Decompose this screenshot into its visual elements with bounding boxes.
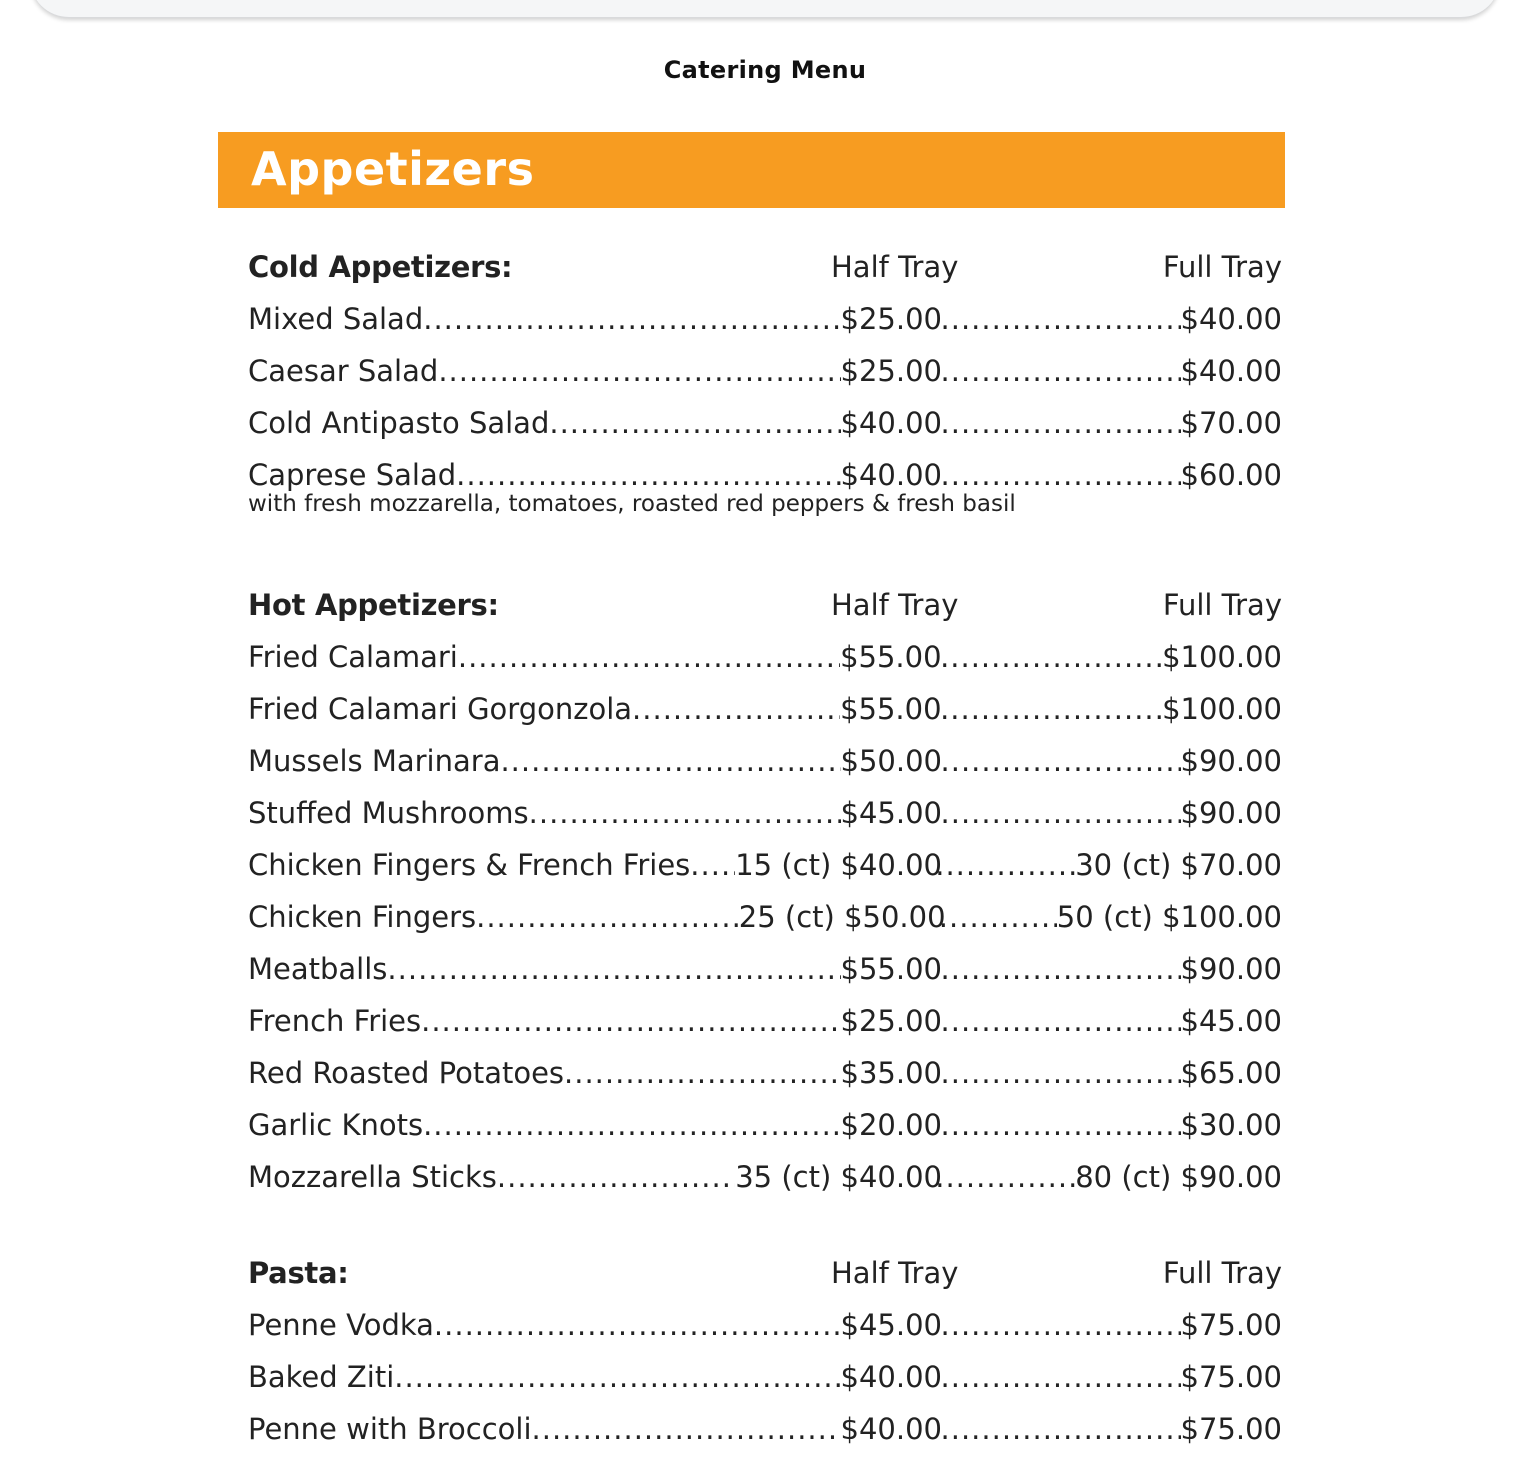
dot-leader bbox=[387, 947, 840, 991]
full-tray-price: $30.00 bbox=[1180, 1108, 1282, 1142]
menu-item bbox=[248, 947, 1282, 999]
banner-title: Appetizers bbox=[251, 142, 535, 196]
dot-leader bbox=[423, 1103, 840, 1147]
item-name: Stuffed Mushrooms bbox=[248, 796, 529, 830]
dot-leader bbox=[564, 1051, 840, 1095]
menu-item bbox=[248, 297, 1282, 349]
menu-item bbox=[248, 843, 1282, 895]
item-name: Chicken Fingers bbox=[248, 900, 477, 934]
dot-leader bbox=[941, 791, 1181, 835]
menu-item bbox=[248, 1355, 1282, 1407]
item-name: Mussels Marinara bbox=[248, 744, 501, 778]
section-header bbox=[248, 245, 1282, 297]
full-tray-price: $75.00 bbox=[1180, 1308, 1282, 1342]
full-tray-price: $90.00 bbox=[1180, 744, 1282, 778]
menu-section-hot-appetizers bbox=[248, 583, 1282, 1207]
dot-leader bbox=[941, 1303, 1181, 1347]
item-name: Fried Calamari bbox=[248, 640, 458, 674]
menu-item bbox=[248, 349, 1282, 401]
menu-item bbox=[248, 1303, 1282, 1355]
item-name: Mozzarella Sticks bbox=[248, 1160, 497, 1194]
item-name: Red Roasted Potatoes bbox=[248, 1056, 565, 1090]
full-tray-header: Full Tray bbox=[1162, 250, 1282, 284]
dot-leader bbox=[940, 635, 1162, 679]
dot-leader bbox=[456, 453, 840, 497]
section-header bbox=[248, 1251, 1282, 1303]
dot-leader bbox=[500, 739, 840, 783]
item-name: Caprese Salad bbox=[248, 458, 457, 492]
half-tray-header: Half Tray bbox=[831, 1256, 959, 1290]
half-tray-price: $25.00 bbox=[840, 354, 942, 388]
menu-item bbox=[248, 401, 1282, 453]
full-tray-price: $75.00 bbox=[1180, 1412, 1282, 1446]
item-name: Mixed Salad bbox=[248, 302, 424, 336]
half-tray-price: $25.00 bbox=[840, 302, 942, 336]
full-tray-price: $45.00 bbox=[1180, 1004, 1282, 1038]
menu-item bbox=[248, 1407, 1282, 1459]
half-tray-price: 35 (ct) $40.00 bbox=[735, 1160, 942, 1194]
section-banner bbox=[218, 132, 1285, 208]
item-name: Baked Ziti bbox=[248, 1360, 395, 1394]
item-name: Meatballs bbox=[248, 952, 388, 986]
dot-leader bbox=[941, 401, 1181, 445]
dot-leader bbox=[941, 1103, 1181, 1147]
dot-leader bbox=[532, 1407, 841, 1451]
menu-item bbox=[248, 635, 1282, 687]
menu-item bbox=[248, 687, 1282, 739]
half-tray-price: $40.00 bbox=[840, 458, 942, 492]
full-tray-price: $70.00 bbox=[1180, 406, 1282, 440]
dot-leader bbox=[529, 791, 841, 835]
half-tray-price: $20.00 bbox=[840, 1108, 942, 1142]
dot-leader bbox=[941, 1355, 1181, 1399]
dot-leader bbox=[935, 1155, 1075, 1199]
dot-leader bbox=[476, 895, 739, 939]
full-tray-header: Full Tray bbox=[1162, 588, 1282, 622]
half-tray-price: $40.00 bbox=[840, 1412, 942, 1446]
half-tray-price: $55.00 bbox=[840, 692, 942, 726]
dot-leader bbox=[941, 297, 1181, 341]
full-tray-price: $60.00 bbox=[1180, 458, 1282, 492]
half-tray-price: $45.00 bbox=[840, 796, 942, 830]
menu-item bbox=[248, 1103, 1282, 1155]
half-tray-price: $50.00 bbox=[840, 744, 942, 778]
dot-leader bbox=[690, 843, 735, 887]
item-name: French Fries bbox=[248, 1004, 422, 1038]
full-tray-price: $75.00 bbox=[1180, 1360, 1282, 1394]
top-card bbox=[30, 0, 1500, 18]
full-tray-price: 80 (ct) $90.00 bbox=[1075, 1160, 1282, 1194]
full-tray-price: $90.00 bbox=[1180, 796, 1282, 830]
dot-leader bbox=[434, 1303, 841, 1347]
menu-item bbox=[248, 453, 1282, 505]
dot-leader bbox=[438, 349, 840, 393]
item-name: Chicken Fingers & French Fries bbox=[248, 848, 691, 882]
half-tray-price: $40.00 bbox=[840, 1360, 942, 1394]
dot-leader bbox=[941, 349, 1181, 393]
half-tray-header: Half Tray bbox=[831, 588, 959, 622]
full-tray-price: 30 (ct) $70.00 bbox=[1075, 848, 1282, 882]
full-tray-price: $40.00 bbox=[1180, 302, 1282, 336]
half-tray-price: $40.00 bbox=[840, 406, 942, 440]
section-title: Pasta: bbox=[248, 1256, 349, 1290]
dot-leader bbox=[423, 297, 840, 341]
menu-list bbox=[248, 245, 1282, 1459]
dot-leader bbox=[941, 739, 1181, 783]
menu-item bbox=[248, 791, 1282, 843]
item-name: Caesar Salad bbox=[248, 354, 439, 388]
item-description: with fresh mozzarella, tomatoes, roasted red peppers & fresh basil bbox=[248, 491, 1016, 517]
dot-leader bbox=[939, 895, 1057, 939]
dot-leader bbox=[941, 999, 1181, 1043]
menu-item bbox=[248, 739, 1282, 791]
full-tray-price: $100.00 bbox=[1162, 640, 1282, 674]
dot-leader bbox=[941, 1051, 1181, 1095]
item-name: Fried Calamari Gorgonzola bbox=[248, 692, 633, 726]
dot-leader bbox=[941, 453, 1181, 497]
full-tray-price: $40.00 bbox=[1180, 354, 1282, 388]
dot-leader bbox=[940, 687, 1162, 731]
dot-leader bbox=[497, 1155, 735, 1199]
half-tray-price: 25 (ct) $50.00 bbox=[738, 900, 946, 934]
dot-leader bbox=[421, 999, 840, 1043]
item-name: Cold Antipasto Salad bbox=[248, 406, 550, 440]
full-tray-price: 50 (ct) $100.00 bbox=[1056, 900, 1282, 934]
full-tray-price: $90.00 bbox=[1180, 952, 1282, 986]
half-tray-price: $45.00 bbox=[840, 1308, 942, 1342]
menu-item bbox=[248, 999, 1282, 1051]
full-tray-header: Full Tray bbox=[1162, 1256, 1282, 1290]
full-tray-price: $100.00 bbox=[1162, 692, 1282, 726]
dot-leader bbox=[394, 1355, 840, 1399]
menu-section-cold-appetizers bbox=[248, 245, 1282, 539]
section-title: Cold Appetizers: bbox=[248, 250, 513, 284]
menu-section-pasta bbox=[248, 1251, 1282, 1459]
dot-leader bbox=[458, 635, 840, 679]
half-tray-price: $25.00 bbox=[840, 1004, 942, 1038]
dot-leader bbox=[632, 687, 840, 731]
section-title: Hot Appetizers: bbox=[248, 588, 499, 622]
menu-item bbox=[248, 1155, 1282, 1207]
half-tray-header: Half Tray bbox=[831, 250, 959, 284]
half-tray-price: $35.00 bbox=[840, 1056, 942, 1090]
dot-leader bbox=[941, 947, 1181, 991]
item-name: Penne Vodka bbox=[248, 1308, 434, 1342]
item-name: Penne with Broccoli bbox=[248, 1412, 532, 1446]
dot-leader bbox=[941, 1407, 1181, 1451]
dot-leader bbox=[549, 401, 840, 445]
menu-item bbox=[248, 895, 1282, 947]
half-tray-price: $55.00 bbox=[840, 640, 942, 674]
item-name: Garlic Knots bbox=[248, 1108, 424, 1142]
half-tray-price: 15 (ct) $40.00 bbox=[735, 848, 942, 882]
dot-leader bbox=[935, 843, 1075, 887]
section-header bbox=[248, 583, 1282, 635]
menu-item bbox=[248, 1051, 1282, 1103]
full-tray-price: $65.00 bbox=[1180, 1056, 1282, 1090]
half-tray-price: $55.00 bbox=[840, 952, 942, 986]
page-title: Catering Menu bbox=[663, 56, 867, 84]
